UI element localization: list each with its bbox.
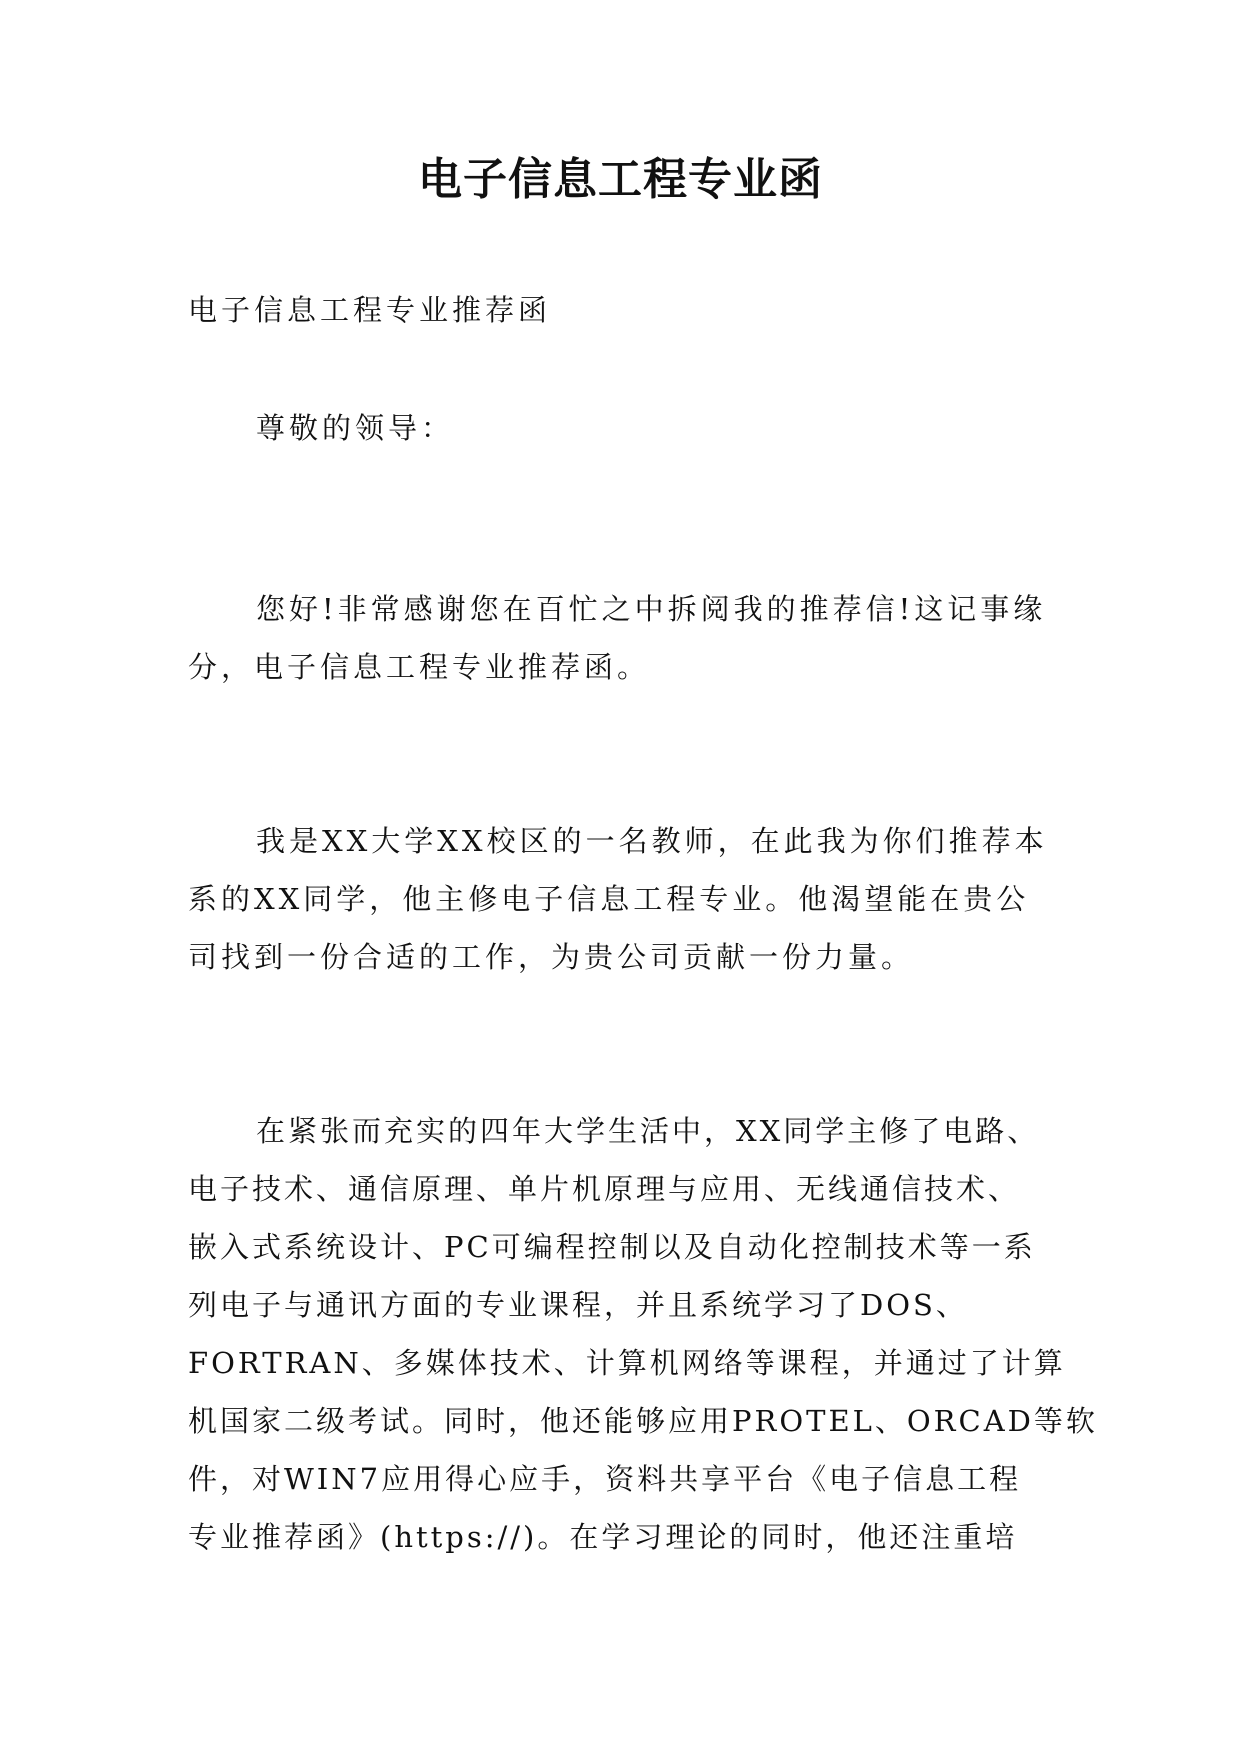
salutation: 尊敬的领导： bbox=[256, 411, 455, 445]
paragraph-2 bbox=[188, 812, 1068, 986]
paragraph-line: 系的XX同学，他主修电子信息工程专业。他渴望能在贵公 bbox=[188, 882, 1030, 916]
paragraph-line: 您好!非常感谢您在百忙之中拆阅我的推荐信!这记事缘 bbox=[256, 592, 1047, 626]
paragraph-line: 列电子与通讯方面的专业课程，并且系统学习了DOS、 bbox=[188, 1288, 968, 1322]
document-subtitle: 电子信息工程专业推荐函 bbox=[188, 293, 552, 327]
paragraph-1 bbox=[188, 580, 1068, 696]
paragraph-line: 电子技术、通信原理、单片机原理与应用、无线通信技术、 bbox=[188, 1172, 1021, 1206]
paragraph-line: FORTRAN、多媒体技术、计算机网络等课程，并通过了计算 bbox=[188, 1346, 1066, 1380]
paragraph-line: 专业推荐函》(https://)。在学习理论的同时，他还注重培 bbox=[188, 1520, 1018, 1554]
document-title: 电子信息工程专业函 bbox=[418, 154, 823, 205]
paragraph-line: 在紧张而充实的四年大学生活中，XX同学主修了电路、 bbox=[256, 1114, 1040, 1148]
paragraph-line: 我是XX大学XX校区的一名教师，在此我为你们推荐本 bbox=[256, 824, 1048, 858]
paragraph-line: 件，对WIN7应用得心应手，资料共享平台《电子信息工程 bbox=[188, 1462, 1022, 1496]
paragraph-line: 司找到一份合适的工作，为贵公司贡献一份力量。 bbox=[188, 940, 915, 974]
paragraph-line: 分，电子信息工程专业推荐函。 bbox=[188, 650, 651, 684]
paragraph-line: 嵌入式系统设计、PC可编程控制以及自动化控制技术等一系 bbox=[188, 1230, 1036, 1264]
paragraph-line: 机国家二级考试。同时，他还能够应用PROTEL、ORCAD等软 bbox=[188, 1404, 1098, 1438]
paragraph-3 bbox=[188, 1102, 1098, 1566]
